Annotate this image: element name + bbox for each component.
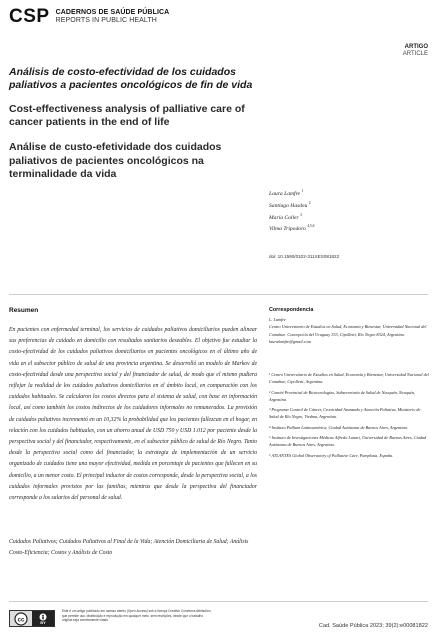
correspondence-address: Centro Universitario de Estudios en Salud, Economía y Bienestar, Universidad Nacional del Comahue. Concepción del Uruguay 333, Cipolletti, Río Negro 8324, Argentina. [269, 324, 427, 337]
abstract-heading: Resumen [9, 307, 39, 314]
affiliation-item: ¹ Centro Universitario de Estudios en Salud, Economía y Bienestar, Universidad Nacional del Comahue, Cipolletti, Argentina. [269, 372, 429, 385]
correspondence-heading: Correspondencia [269, 307, 314, 313]
title-spanish: Análisis de costo-efectividad de los cuidados paliativos a pacientes oncológicos de fin de vida [9, 66, 253, 92]
cc-icon [10, 611, 32, 626]
journal-name: CADERNOS DE SAÚDE PÚBLICA [55, 9, 170, 17]
creative-commons-badge[interactable] [9, 610, 55, 627]
keywords: Cuidados Paliativos; Cuidados Paliativos al Final de la Vida; Atención Domiciliaria de Salud; Análisis Costo-Eficiencia; Costos y Análisis de Costo [9, 539, 249, 557]
author: Santiago Hasdeu $^2$ [269, 200, 311, 209]
license-text: Este é um artigo publicado em acesso aberto (Open Access) sob a licença Creative Commons Attribution, que permite uso, distribuição e reprodução em qualquer meio, sem restrições, desde que o trabalho original seja corretamente citado. [62, 609, 212, 623]
correspondence-email[interactable]: lauralamfre@gmail.com [269, 338, 311, 344]
doi-link[interactable]: doi: 10.1590/0102-311XES081822 [269, 254, 340, 259]
footer-divider [9, 601, 428, 602]
title-block [9, 66, 269, 181]
section-divider [9, 294, 428, 295]
title-portuguese: Análise de custo-efetividade dos cuidados paliativos de pacientes oncológicos na terminalidade da vida [9, 141, 222, 180]
journal-name-en: REPORTS IN PUBLIC HEALTH [55, 16, 157, 24]
abstract-text: En pacientes con enfermedad terminal, los servicios de cuidados paliativos domiciliarios pueden alinear sus preferencias de cuidado en domicilio con resultados sanitarios deseables. El objetivo fue estudiar la costo-efectividad de los cuidados paliativos domiciliarios en pacientes oncológicos en el último año de vida en el subsector público de salud de una provincia argentina. Se desarrolló un modelo de Markov de costo-efectividad desde una perspectiva social y del financiador de salud, de modo que el mismo pudiera reflejar la realidad de los cuidados paliativos domiciliarios en el ámbito local, en comparación con los cuidados habituales. Se calcularon los costos directos para el sistema de salud, con base en información local, así como también los costos indirectos de los cuidadores informales no remunerados. La provisión de cuidados paliativos incrementó en un 10,32% la probabilidad que los pacientes fallezcan en el hogar, en relación con los cuidados habituales, con un ahorro anual de USD 750 y USD 1.012 por paciente desde la perspectiva social y del financiador, respectivamente, en el subsector público de salud de Río Negro. Tanto desde la perspectiva social como del financiador, la estrategia de implementación de un servicio organizado de cuidados tiene una mayor efectividad, medida en porcentaje de pacientes que fallecen en su domicilio, a un menor costo. El principal inductor de costos corresponde, desde la perspectiva social, a los cuidados informales provistos por las familias, mientras que desde la perspectiva del financiador corresponde a los salarios del personal de salud. [9, 327, 257, 502]
author-list [269, 188, 429, 235]
affiliation-item: ² Comité Provincial de Biotecnologías, Subsecretaría de Salud de Neuquén, Neuquén, Argentina. [269, 389, 416, 402]
citation: Cad. Saúde Pública 2023; 39(2):e00081822 [318, 623, 428, 629]
journal-name-block [56, 9, 170, 24]
affiliation-item: ³ Programa Control de Cáncer, Cronicidad Avanzada y Atención Paliativa, Ministerio de Salud de Río Negro, Viedma, Argentina. [269, 407, 421, 420]
article-type [403, 44, 428, 58]
affiliation-item: ⁴ Instituto Pallium Latinoamérica, Ciudad Autónoma de Buenos Aires, Argentina. [269, 424, 408, 430]
title-english: Cost-effectiveness analysis of palliative care of cancer patients in the end of life [9, 102, 245, 128]
affiliation-item: ⁵ Instituto de Investigaciones Médicas Alfredo Lanari, Universidad de Buenos Aires, Ciudad Autónoma de Buenos Aires, Argentina. [269, 435, 427, 448]
article-type-es: ARTIGO [404, 44, 428, 50]
author: María Coller $^3$ [269, 212, 302, 221]
cc-text: cc [17, 616, 25, 623]
journal-header [9, 7, 169, 26]
by-icon [32, 611, 54, 626]
correspondence-block [269, 316, 429, 345]
affiliation-list [269, 371, 429, 462]
article-type-en: ARTICLE [402, 51, 428, 58]
author: Laura Lamfre $^1$ [269, 189, 304, 197]
journal-logo: CSP [9, 6, 50, 27]
author: Vilma Tripodoro $^{4,5,6}$ [269, 224, 315, 233]
by-label: BY [40, 619, 46, 625]
correspondence-name: L. Lamfre [269, 317, 286, 322]
affiliation-item: ⁶ ATLANTES Global Observatory of Palliative Care, Pamplona, España. [269, 452, 394, 458]
